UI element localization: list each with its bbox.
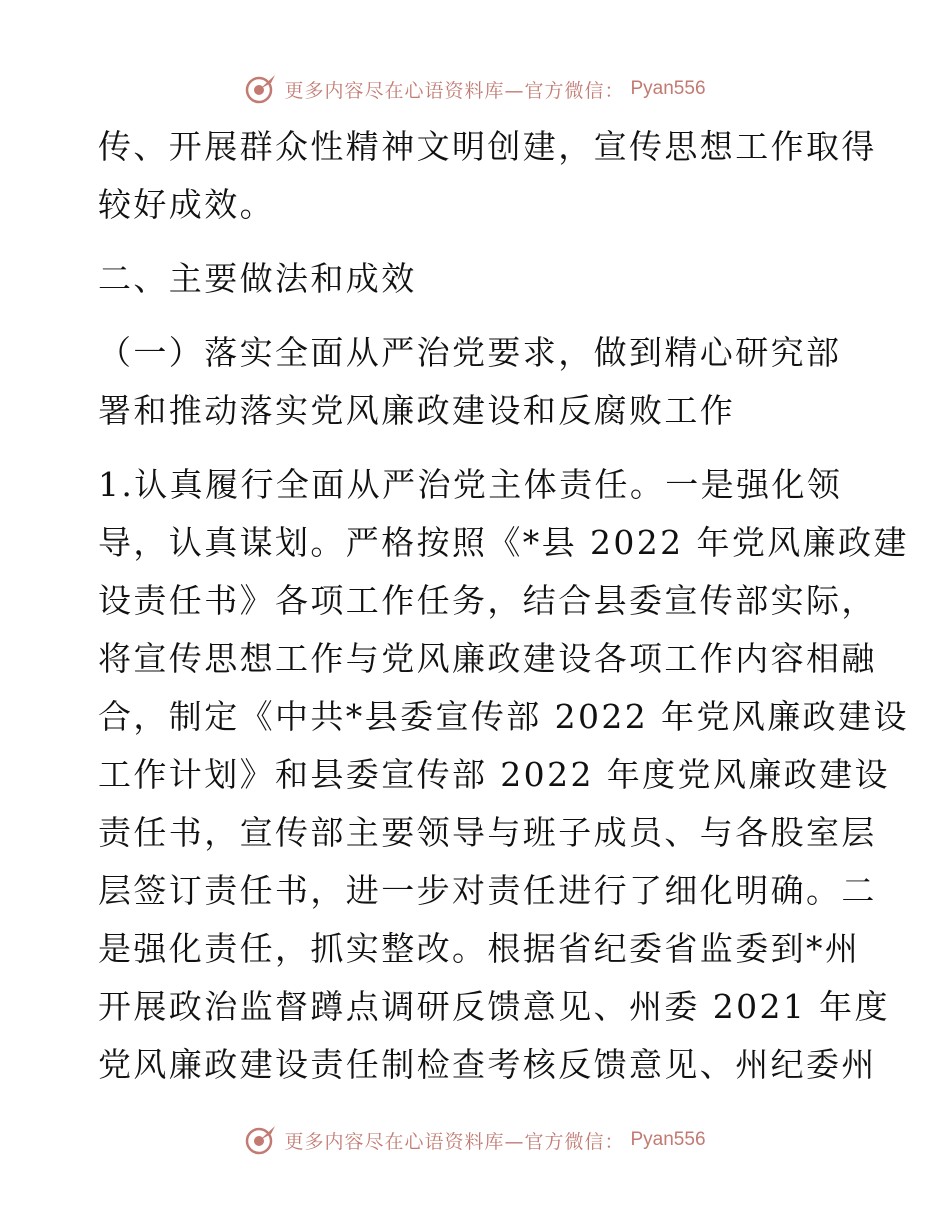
quill-logo-icon bbox=[244, 1123, 278, 1157]
body-line: 设责任书》各项工作任务，结合县委宣传部实际， bbox=[98, 581, 877, 620]
watermark-wechat-id: Pyan556 bbox=[630, 78, 706, 99]
body-line: 合，制定《中共*县委宣传部 2022 年党风廉政建设 bbox=[98, 697, 909, 736]
watermark-header bbox=[0, 72, 950, 106]
body-line: 层签订责任书，进一步对责任进行了细化明确。二 bbox=[98, 871, 877, 910]
body-line: 党风廉政建设责任制检查考核反馈意见、州纪委州 bbox=[98, 1045, 877, 1084]
watermark-footer bbox=[0, 1123, 950, 1157]
body-line: 将宣传思想工作与党风廉政建设各项工作内容相融 bbox=[98, 639, 877, 678]
body-line: 责任书，宣传部主要领导与班子成员、与各股室层 bbox=[98, 813, 877, 852]
body-line: 导，认真谋划。严格按照《*县 2022 年党风廉政建 bbox=[98, 523, 909, 562]
watermark-text: 更多内容尽在心语资料库—官方微信： bbox=[284, 1130, 625, 1153]
body-line: 开展政治监督蹲点调研反馈意见、州委 2021 年度 bbox=[98, 987, 890, 1026]
body-line: 工作计划》和县委宣传部 2022 年度党风廉政建设 bbox=[98, 755, 890, 794]
quill-logo-icon bbox=[244, 72, 278, 106]
watermark-wechat-id: Pyan556 bbox=[630, 1129, 706, 1150]
body-line: 传、开展群众性精神文明创建，宣传思想工作取得 bbox=[98, 127, 877, 166]
watermark-text: 更多内容尽在心语资料库—官方微信： bbox=[284, 79, 625, 102]
subsection-heading: 署和推动落实党风廉政建设和反腐败工作 bbox=[98, 391, 736, 430]
body-line: 较好成效。 bbox=[98, 185, 275, 224]
subsection-heading: （一）落实全面从严治党要求，做到精心研究部 bbox=[98, 333, 842, 372]
body-line: 1.认真履行全面从严治党主体责任。一是强化领 bbox=[98, 465, 843, 504]
section-heading: 二、主要做法和成效 bbox=[98, 259, 417, 298]
body-line: 是强化责任，抓实整改。根据省纪委省监委到*州 bbox=[98, 929, 861, 968]
